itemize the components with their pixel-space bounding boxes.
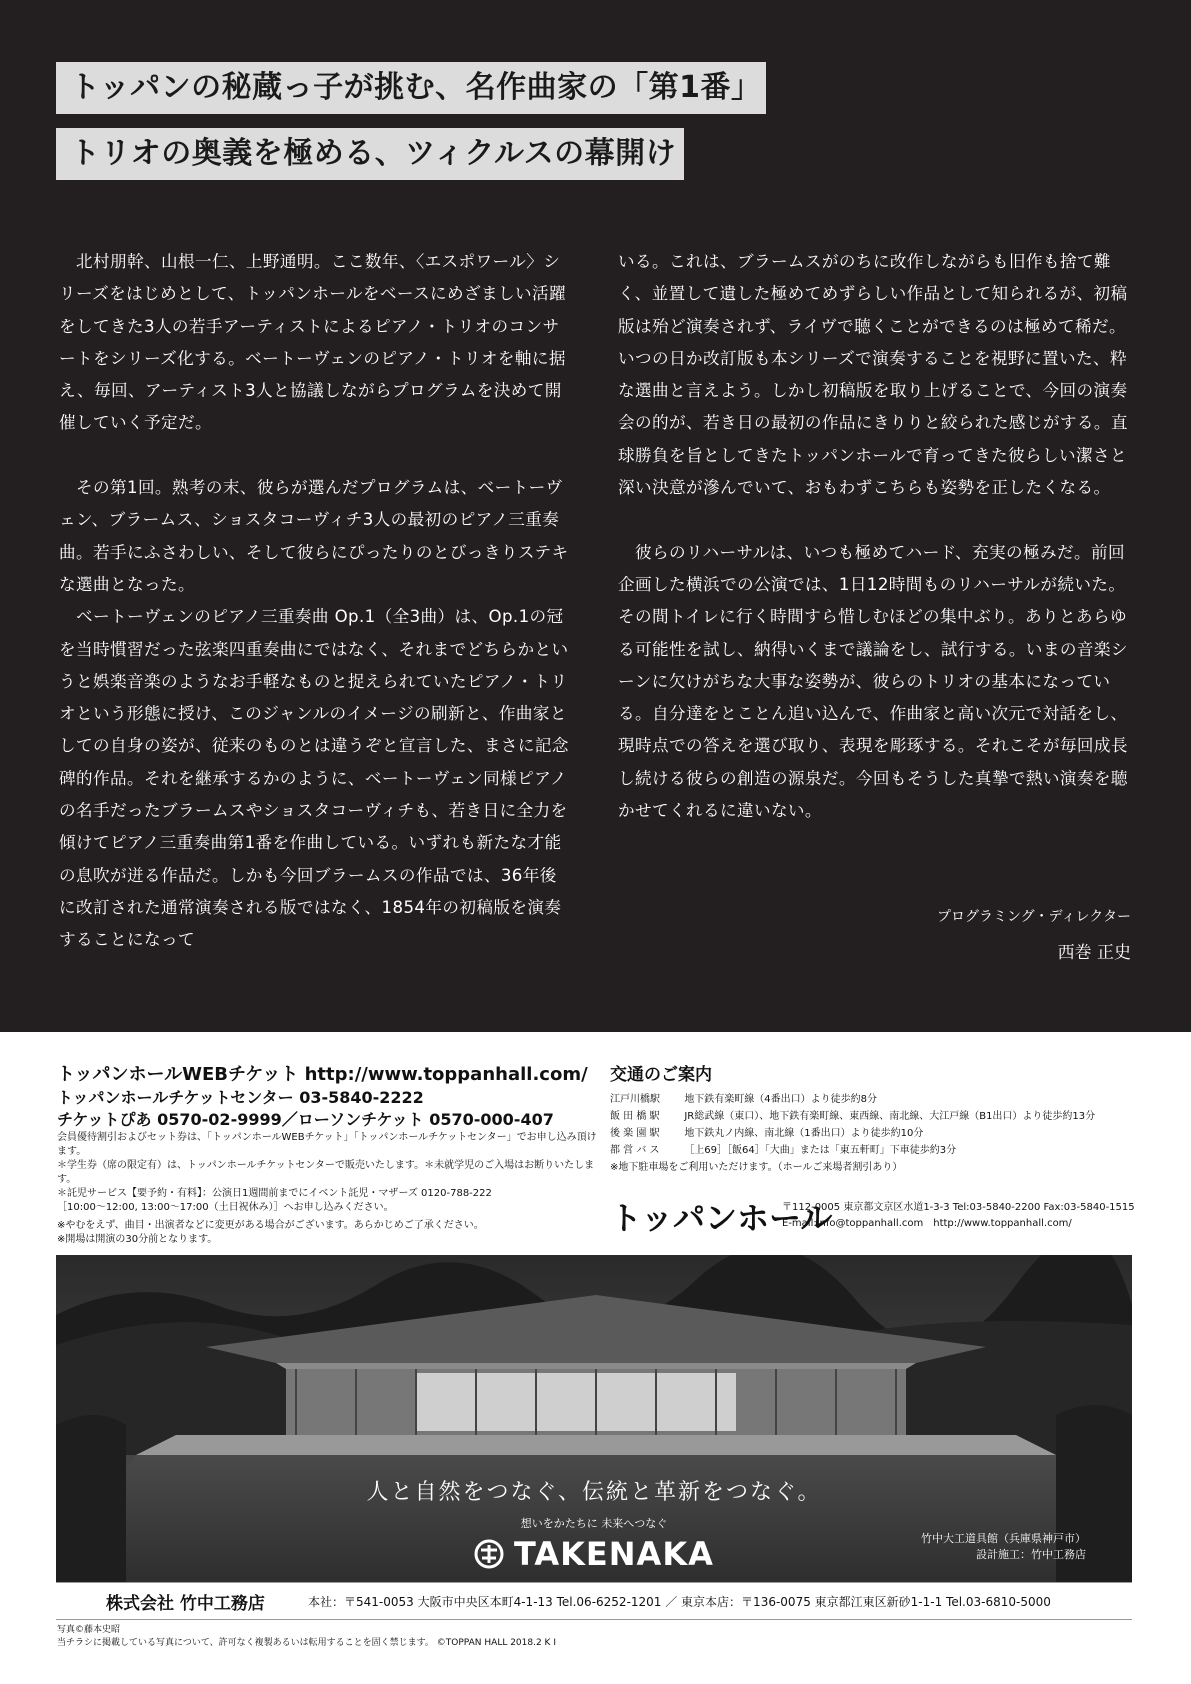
ticket-note: ＊託児サービス【要予約・有料】：公演日1週間前までにイベント託児・マザーズ 0120-788-222 <box>57 1188 492 1199</box>
web-ticket-line: トッパンホールWEBチケット http://www.toppanhall.com/ <box>57 1064 588 1085</box>
company-bar <box>56 1582 1132 1620</box>
takenaka-ad-photo <box>56 1255 1132 1582</box>
hall-address: 〒112-0005 東京都文京区水道1-3-3 Tel:03-5840-2200 Fax:03-5840-1515 <box>782 1202 1135 1213</box>
access-station: 後 楽 園 駅 <box>610 1128 660 1139</box>
access-row <box>610 1091 1150 1108</box>
access-station: 江戸川橋駅 <box>610 1094 660 1105</box>
toppan-hall-logo: トッパンホール <box>610 1199 833 1237</box>
essay-paragraph: 北村朋幹、山根一仁、上野通明。ここ数年、〈エスポワール〉シリーズをはじめとして、トッパンホールをベースにめざましい活躍をしてきた3人の若手アーティストによるピアノ・トリオのコンサートをシリーズ化する。ベートーヴェンのピアノ・トリオを軸に据え、毎回、アーティスト3人と協議しながらプログラムを決めて開催していく予定だ。 <box>59 252 566 433</box>
photo-credit: 写真©藤本史昭 <box>57 1625 121 1635</box>
takenaka-brand: TAKENAKA <box>514 1535 714 1573</box>
photo-caption <box>886 1531 1086 1563</box>
caption-line: 設計施工：竹中工務店 <box>976 1548 1086 1561</box>
access-station: 飯 田 橋 駅 <box>610 1111 660 1122</box>
takenaka-logo <box>474 1535 714 1573</box>
essay-paragraph: いる。これは、ブラームスがのちに改作しながらも旧作も捨て難く、並置して遺した極めてめずらしい作品として知られるが、初稿版は殆ど演奏されず、ライヴで聴くことができるのは極めて稀だ。いつの日か改訂版も本シリーズで演奏することを視野に置いた、粋な選曲と言えよう。しかし初稿版を取り上げることで、今回の演奏会の的が、若き日の最初の作品にきりりと絞られた感じがする。直球勝負を旨としてきたトッパンホールで育ってきた彼らしい潔さと深い決意が滲んでいて、おもわずこちらも姿勢を正したくなる。 <box>618 252 1128 498</box>
access-station: 都 営 バ ス <box>610 1145 660 1156</box>
takenaka-mark-icon <box>474 1539 504 1569</box>
copyright: 当チラシに掲載している写真について、許可なく複製あるいは転用することを固く禁じます。 ©TOPPAN HALL 2018.2 K I <box>57 1638 556 1648</box>
essay-paragraph: 彼らのリハーサルは、いつも極めてハード、充実の極みだ。前回企画した横浜での公演では、1日12時間ものリハーサルが続いた。その間トイレに行く時間すら惜しむほどの集中ぶり。ありとあらゆる可能性を試し、納得いくまで議論をし、試行する。いまの音楽シーンに欠けがちな大事な姿勢が、彼らのトリオの基本になっている。自分達をとことん追い込んで、作曲家と高い次元で対話をし、現時点での答えを選び取り、表現を彫琢する。それこそが毎回成長し続ける彼らの創造の源泉だ。今回もそうした真摯で熱い演奏を聴かせてくれるに違いない。 <box>618 542 1128 821</box>
headline-2: トリオの奥義を極める、ツィクルスの幕開け <box>56 128 684 180</box>
signature-role: プログラミング・ディレクター <box>936 909 1131 925</box>
hall-address-block <box>782 1200 1135 1232</box>
access-row <box>610 1125 1150 1142</box>
ticket-note: ［10:00〜12:00, 13:00〜17:00（土日祝休み）］へお申し込みください。 <box>57 1202 394 1213</box>
access-info <box>610 1063 1150 1176</box>
essay-right-column <box>618 246 1131 827</box>
company-address: 本社：〒541-0053 大阪市中央区本町4-1-13 Tel.06-6252-1201 ／ 東京本店：〒136-0075 東京都江東区新砂1-1-1 Tel.03-6810-5000 <box>308 1594 1051 1609</box>
ticket-center-line: トッパンホールチケットセンター 03-5840-2222 <box>57 1088 424 1107</box>
ticket-note: ＊学生券（席の限定有）は、トッパンホールチケットセンターで販売いたします。＊未就学児のご入場はお断りいたします。 <box>57 1160 595 1185</box>
ticket-info <box>57 1063 597 1247</box>
ticket-note: ※開場は開演の30分前となります。 <box>57 1234 218 1245</box>
access-text: JR総武線（東口）、地下鉄有楽町線、東西線、南北線、大江戸線（B1出口）より徒歩約13分 <box>684 1111 1096 1122</box>
caption-line: 竹中大工道具館（兵庫県神戸市） <box>921 1532 1086 1545</box>
ticket-note: 会員優待割引およびセット券は、「トッパンホールWEBチケット」「トッパンホールチケットセンター」でお申し込み頂けます。 <box>57 1132 597 1157</box>
access-text: 地下鉄丸ノ内線、南北線（1番出口）より徒歩約10分 <box>684 1128 924 1139</box>
headline-1: トッパンの秘蔵っ子が挑む、名作曲家の「第1番」 <box>56 62 766 114</box>
essay-paragraph: その第1回。熟考の末、彼らが選んだプログラムは、ベートーヴェン、ブラームス、ショスタコーヴィチ3人の最初のピアノ三重奏曲。若手にふさわしい、そして彼らにぴったりのとびっきりステキな選曲となった。 <box>59 478 569 594</box>
hall-email-url: E-mail:info@toppanhall.com http://www.toppanhall.com/ <box>782 1218 1072 1229</box>
ticket-pia-line: チケットぴあ 0570-02-9999／ローソンチケット 0570-000-407 <box>57 1110 554 1129</box>
access-row <box>610 1108 1150 1125</box>
essay-paragraph: ベートーヴェンのピアノ三重奏曲 Op.1（全3曲）は、Op.1の冠を当時慣習だった弦楽四重奏曲にではなく、それまでどちらかというと娯楽音楽のようなお手軽なものと捉えられていたピアノ・トリオという形態に授け、このジャンルのイメージの刷新と、作曲家としての自身の姿が、従来のものとは違うぞと宣言した、まさに記念碑的作品。それを継承するかのように、ベートーヴェン同様ピアノの名手だったブラームスやショスタコーヴィチも、若き日に全力を傾けてピアノ三重奏曲第1番を作曲している。いずれも新たな才能の息吹が迸る作品だ。しかも今回ブラームスの作品では、36年後に改訂された通常演奏される版ではなく、1854年の初稿版を演奏することになって <box>59 607 569 950</box>
access-note: ※地下駐車場をご利用いただけます。（ホールご来場者割引あり） <box>610 1162 903 1173</box>
access-title: 交通のご案内 <box>610 1065 712 1085</box>
footer <box>57 1624 556 1650</box>
essay-left-column <box>59 246 571 957</box>
ad-slogan: 人と自然をつなぐ、伝統と革新をつなぐ。 <box>366 1480 822 1505</box>
signature-name: 西巻 正史 <box>1057 943 1131 963</box>
access-text: 地下鉄有楽町線（4番出口）より徒歩約8分 <box>684 1094 878 1105</box>
company-name: 株式会社 竹中工務店 <box>106 1593 265 1614</box>
ad-tagline: 想いをかたちに 未来へつなぐ <box>520 1517 668 1530</box>
ticket-note: ※やむをえず、曲目・出演者などに変更がある場合がございます。あらかじめご了承ください。 <box>57 1220 484 1231</box>
access-row <box>610 1142 1150 1159</box>
access-text: ［上69］［飯64］「大曲」または「東五軒町」下車徒歩約3分 <box>684 1145 957 1156</box>
hall-contact <box>610 1195 1140 1237</box>
